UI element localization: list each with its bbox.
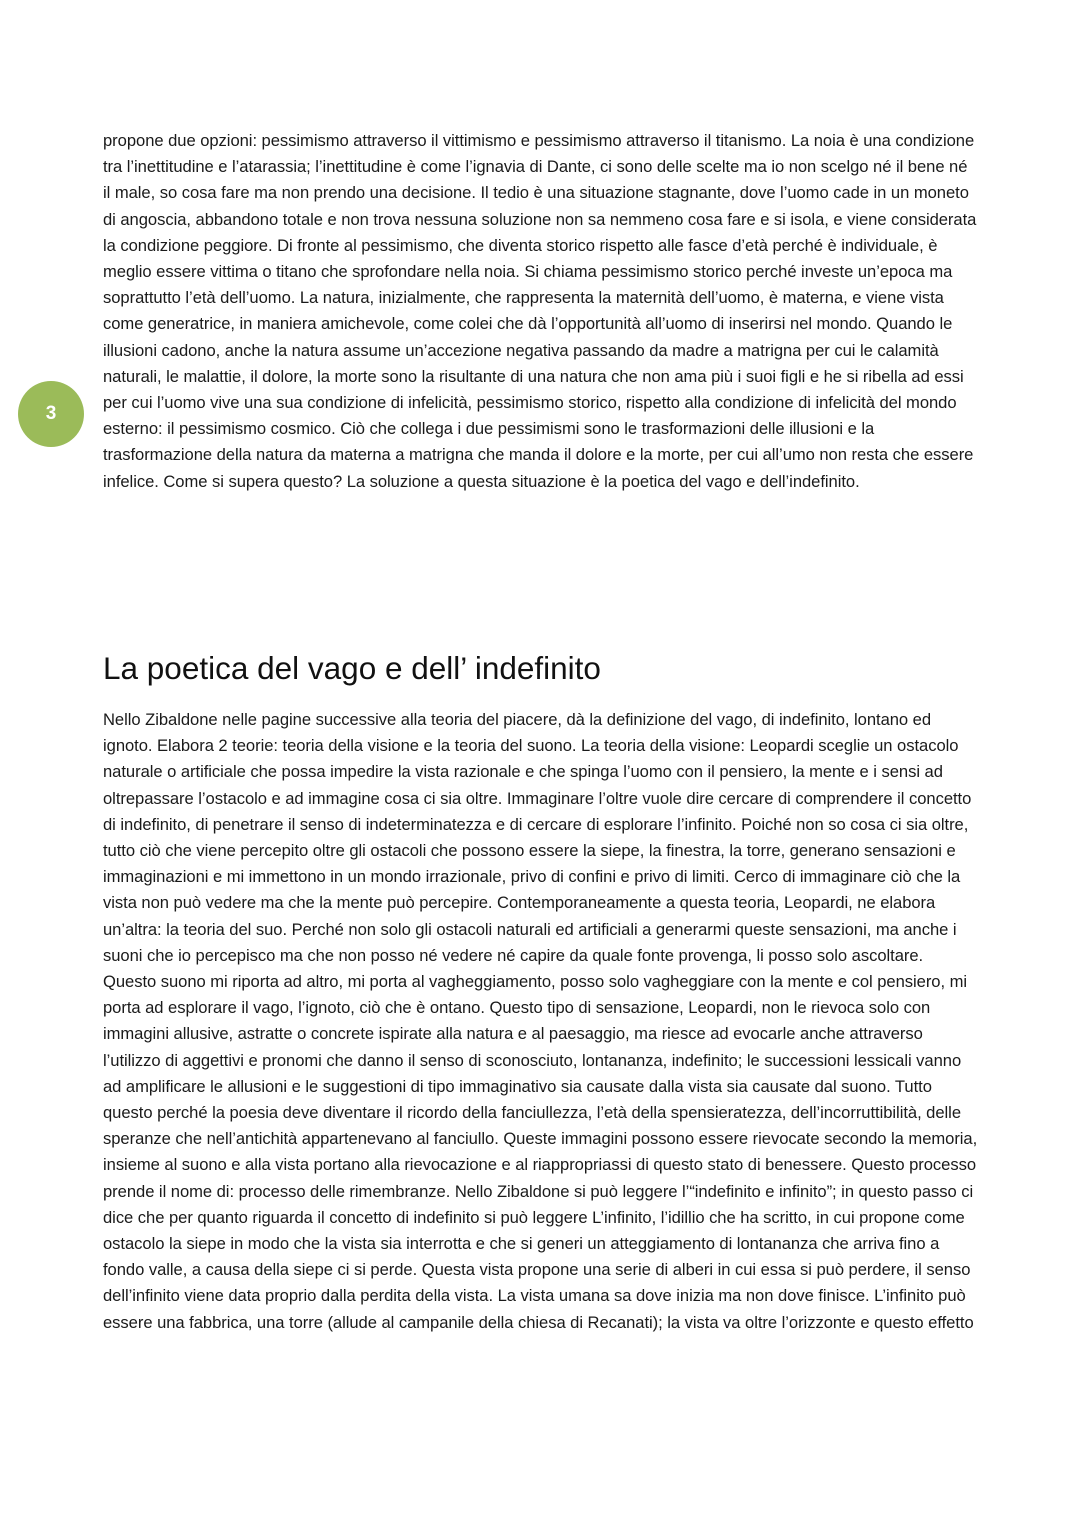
body-paragraph-pessimismo: propone due opzioni: pessimismo attraverso il vittimismo e pessimismo attraverso il titanismo. La noia è una condizione tra l’inettitudine e l’atarassia; l’inettitudine è come l’ignavia di Dante, ci sono delle scelte ma io non scelgo né il bene né il male, so cosa fare ma non prendo una decisione. Il tedio è una situazione stagnante, dove l’uomo cade in un moneto di angoscia, abbandono totale e non trova nessuna soluzione non sa nemmeno cosa fare e si isola, e viene considerata la condizione peggiore. Di fronte al pessimismo, che diventa storico rispetto alle fasce d’età perché è individuale, è meglio essere vittima o titano che sprofondare nella noia. Si chiama pessimismo storico perché investe un’epoca ma soprattutto l’età dell’uomo. La natura, inizialmente, che rappresenta la maternità dell’uomo, è materna, e viene vista come generatrice, in maniera amichevole, come colei che dà l’opportunità all’uomo di inserirsi nel mondo. Quando le illusioni cadono, anche la natura assume un’accezione negativa passando da madre a matrigna per cui le calamità naturali, le malattie, il dolore, la morte sono la risultante di una natura che non ama più i suoi figli e he si ribella ad essi per cui l’uomo vive una sua condizione di infelicità, pessimismo storico, rispetto alla condizione di infelicità del mondo esterno: il pessimismo cosmico. Ciò che collega i due pessimismi sono le trasformazioni delle illusioni e la trasformazione della natura da materna a matrigna che manda il dolore e la morte, per cui all’umo non resta che essere infelice. Come si supera questo? La soluzione a questa situazione è la poetica del vago e dell’indefinito. [103,131,977,491]
page-number-badge [18,381,84,447]
page-number: 3 [45,403,57,424]
body-paragraph-poetica: Nello Zibaldone nelle pagine successive alla teoria del piacere, dà la definizione del vago, di indefinito, lontano ed ignoto. Elabora 2 teorie: teoria della visione e la teoria del suono. La teoria della visione: Leopardi sceglie un ostacolo naturale o artificiale che possa impedire la vista razionale e che spinga l’uomo con il pensiero, la mente e i sensi ad oltrepassare l’ostacolo e ad immagine cosa ci sia oltre. Immaginare l’oltre vuole dire cercare di comprendere il concetto di indefinito, di penetrare il senso di indeterminatezza e di cercare di esplorare l’infinito. Poiché non so cosa ci sia oltre, tutto ciò che viene percepito oltre gli ostacoli che possono essere la siepe, la finestra, la torre, generano sensazioni e immaginazioni e mi immettono in un mondo irrazionale, privo di confini e privo di limiti. Cerco di immaginare ciò che la vista non può vedere ma che la mente può percepire. Contemporaneamente a questa teoria, Leopardi, ne elabora un’altra: la teoria del suo. Perché non solo gli ostacoli naturali ed artificiali a generarmi queste sensazioni, ma anche i suoni che io percepisco ma che non posso né vedere né capire da quale fonte provenga, li posso solo ascoltare. Questo suono mi riporta ad altro, mi porta al vagheggiamento, posso solo vagheggiare con la mente e col pensiero, mi porta ad esplorare il vago, l’ignoto, ciò che è ontano. Questo tipo di sensazione, Leopardi, non le rievoca solo con immagini allusive, astratte o concrete ispirate alla natura e al paesaggio, ma riesce ad evocarle anche attraverso l’utilizzo di aggettivi e pronomi che danno il senso di sconosciuto, lontananza, indefinito; le successioni lessicali vanno ad amplificare le allusioni e le suggestioni di tipo immaginativo sia causate dalla vista sia causate dal suono. Tutto questo perché la poesia deve diventare il ricordo della fanciullezza, l’età della spensieratezza, dell’incorruttibilità, delle speranze che nell’antichità appartenevano al fanciullo. Queste immagini possono essere rievocate secondo la memoria, insieme al suono e alla vista portano alla rievocazione e al riappropriassi di questo stato di benessere. Questo processo prende il nome di: processo delle rimembranze. Nello Zibaldone si può leggere l’“indefinito e infinito”; in questo passo ci dice che per quanto riguarda il concetto di indefinito si può leggere L’infinito, l’idillio che ha scritto, in cui propone come ostacolo la siepe in modo che la vista sia interrotta e che si generi un atteggiamento di lontananza che arriva fino a fondo valle, a causa della siepe ci si perde. Questa vista propone una serie di alberi in cui essa si può perdere, il senso dell’infinito viene data proprio dalla perdita della vista. La vista umana sa dove inizia ma non dove finisce. L’infinito può essere una fabbrica, una torre (allude al campanile della chiesa di Recanati); la vista va oltre l’orizzonte e questo effetto [103,710,978,1332]
section-heading: La poetica del vago e dell’ indefinito [103,650,601,686]
